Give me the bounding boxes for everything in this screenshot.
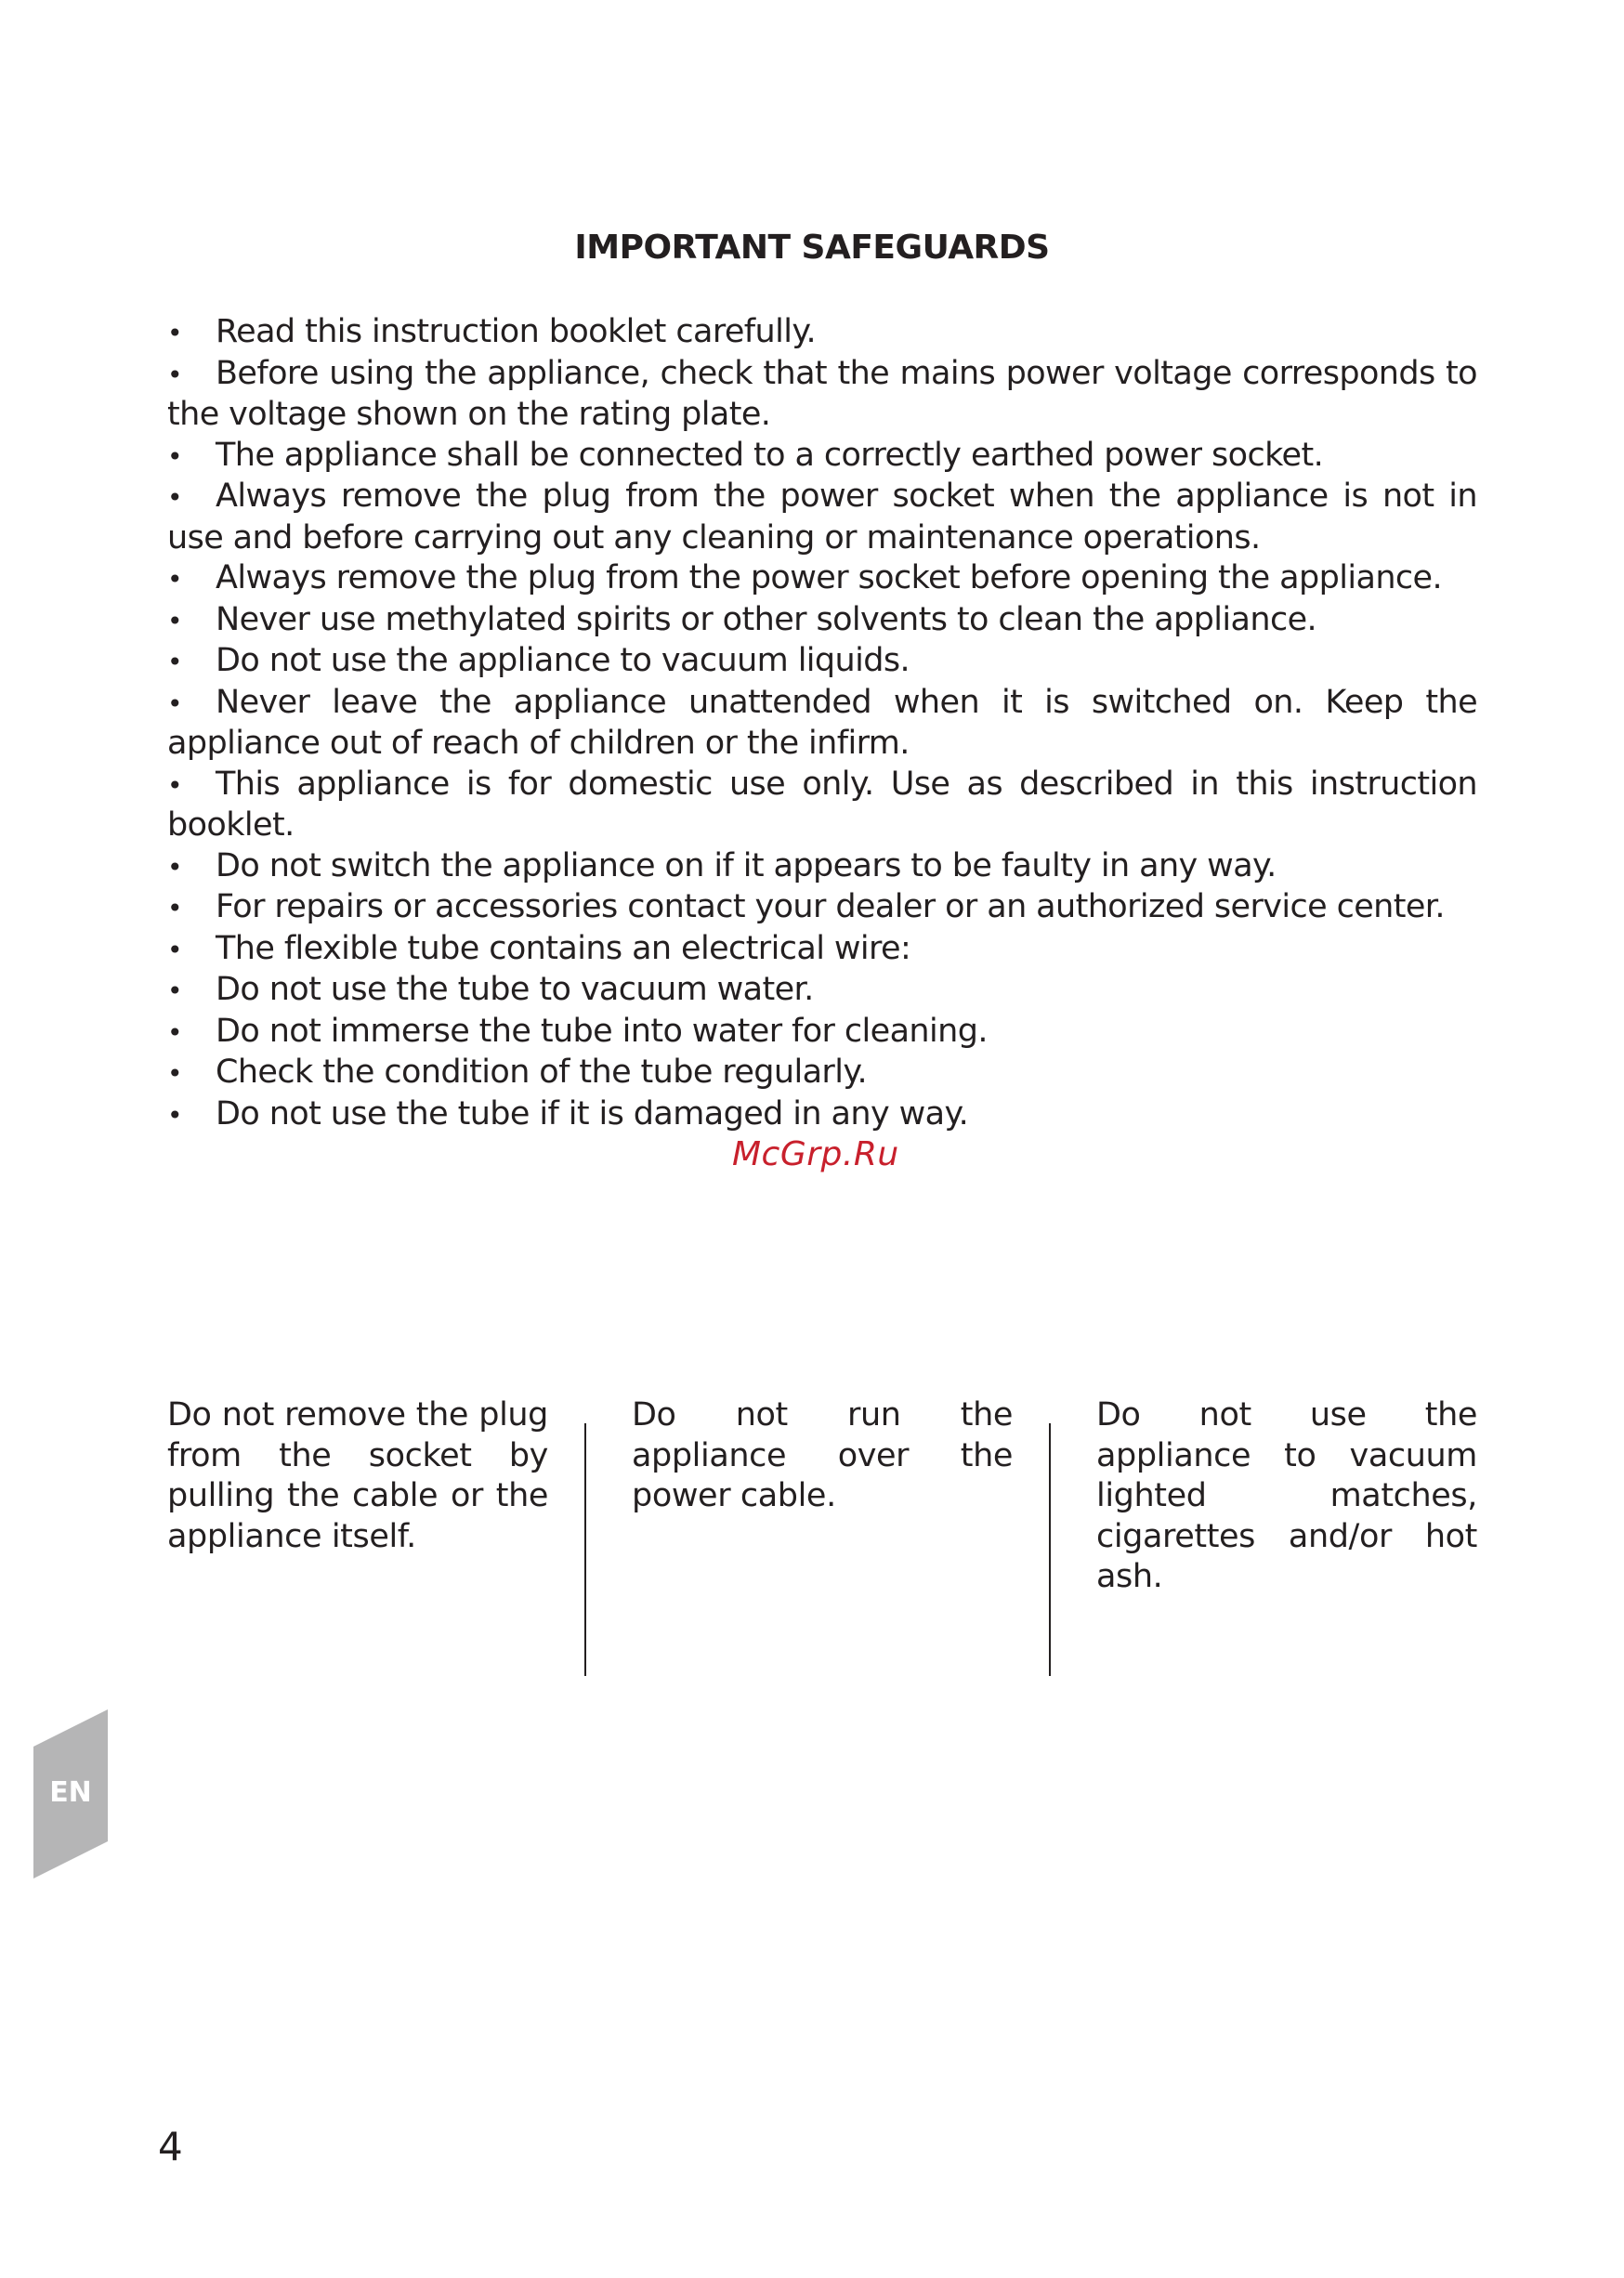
list-item — [167, 354, 1477, 436]
list-item — [167, 312, 1477, 354]
list-item — [167, 1053, 1477, 1094]
bullet-icon: • — [167, 359, 182, 390]
bullet-icon: • — [167, 318, 182, 348]
bullet-icon: • — [167, 769, 182, 801]
list-item-text: Do not use the appliance to vacuum liquids. — [216, 642, 910, 679]
list-item-text: Read this instruction booklet carefully. — [216, 313, 816, 350]
warning-text-plug: Do not remove the plug from the socket by pulling the cable or the appliance itself. — [167, 1396, 548, 1555]
list-item — [167, 929, 1477, 971]
list-item — [167, 1094, 1477, 1136]
watermark: McGrp.Ru — [732, 1135, 899, 1173]
list-item — [167, 887, 1477, 929]
list-item-text: Do not use the tube if it is damaged in any way. — [216, 1094, 969, 1132]
list-item — [167, 641, 1477, 683]
list-item-text: Do not use the tube to vacuum water. — [216, 971, 814, 1008]
page-number: 4 — [158, 2124, 183, 2169]
bullet-icon: • — [167, 605, 182, 636]
column-divider — [1049, 1423, 1051, 1676]
safeguard-list — [167, 312, 1477, 1135]
list-item — [167, 970, 1477, 1012]
list-item-text: Do not switch the appliance on if it appears to be faulty in any way. — [216, 846, 1277, 884]
language-label: EN — [49, 1776, 92, 1809]
warning-text-cable: Do not run the appliance over the power cable. — [632, 1396, 1013, 1514]
warning-text-ash: Do not use the appliance to vacuum lighted matches, cigarettes and/or hot ash. — [1096, 1396, 1477, 1595]
list-item-text: Before using the appliance, check that the mains power voltage corresponds to the voltage shown on the rating plate. — [167, 354, 1477, 433]
list-item-text: Never leave the appliance unattended when it is switched on. Keep the appliance out of reach of children or the infirm. — [167, 683, 1477, 762]
list-item-text: Always remove the plug from the power socket before opening the appliance. — [216, 559, 1443, 596]
list-item-text: Never use methylated spirits or other solvents to clean the appliance. — [216, 600, 1317, 638]
bullet-icon: • — [167, 440, 182, 472]
bullet-icon: • — [167, 893, 182, 923]
list-item — [167, 1012, 1477, 1054]
bullet-icon: • — [167, 851, 182, 883]
list-item-text: Do not immerse the tube into water for cleaning. — [216, 1012, 988, 1050]
list-item — [167, 436, 1477, 478]
warning-columns — [167, 1395, 1477, 1674]
list-item-text: This appliance is for domestic use only. Use as described in this instruction booklet. — [167, 765, 1477, 844]
list-item-text: Always remove the plug from the power socket when the appliance is not in use and before carrying out any cleaning or maintenance operations. — [167, 478, 1477, 556]
language-tab — [33, 1709, 108, 1879]
bullet-icon: • — [167, 1099, 182, 1131]
list-item-text: The appliance shall be connected to a correctly earthed power socket. — [216, 436, 1324, 474]
list-item-text: Check the condition of the tube regularly. — [216, 1054, 867, 1091]
bullet-icon: • — [167, 934, 182, 965]
bullet-icon: • — [167, 1016, 182, 1048]
page-title: IMPORTANT SAFEGUARDS — [574, 229, 1050, 267]
list-item — [167, 846, 1477, 888]
list-item-text: For repairs or accessories contact your dealer or an authorized service center. — [216, 888, 1445, 925]
list-item — [167, 558, 1477, 600]
list-item — [167, 765, 1477, 846]
bullet-icon: • — [167, 564, 182, 595]
list-item — [167, 600, 1477, 642]
list-item — [167, 683, 1477, 765]
bullet-icon: • — [167, 647, 182, 677]
list-item — [167, 477, 1477, 558]
column-divider — [584, 1423, 586, 1676]
bullet-icon: • — [167, 1058, 182, 1089]
bullet-icon: • — [167, 687, 182, 719]
bullet-icon: • — [167, 975, 182, 1006]
bullet-icon: • — [167, 482, 182, 513]
list-item-text: The flexible tube contains an electrical wire: — [216, 929, 911, 967]
